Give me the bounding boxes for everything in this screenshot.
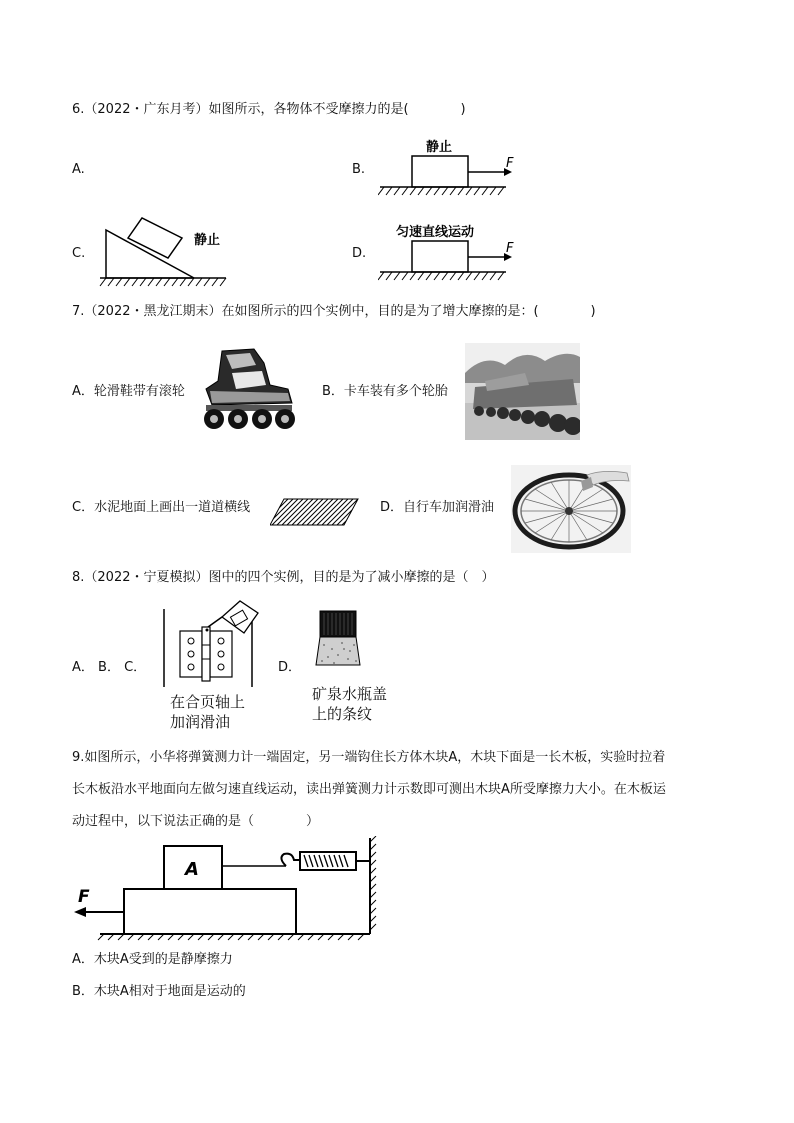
q6-figure-d xyxy=(378,220,518,282)
q7-option-a: A．轮滑鞋带有滚轮 xyxy=(72,384,185,399)
truck-tires-photo xyxy=(465,343,580,440)
block-a-label: A xyxy=(185,859,199,880)
q6-stem: 6.（2022・广东月考）如图所示，各物体不受摩擦力的是( ) xyxy=(72,102,466,117)
long-board xyxy=(124,889,296,934)
ground-hatch xyxy=(378,187,504,195)
hinge-oiling-figure xyxy=(160,597,260,689)
bottle-caption-line-2: 上的条纹 xyxy=(312,705,373,723)
bicycle-wheel-photo xyxy=(511,465,631,553)
ground-hatch xyxy=(378,272,504,280)
ground-hatch xyxy=(100,278,226,286)
q6-option-a-label: A. xyxy=(72,162,85,177)
q7-option-d: D．自行车加润滑油 xyxy=(380,500,495,515)
q8-stem: 8.（2022・宁夏模拟）图中的四个实例，目的是为了减小摩擦的是（ ） xyxy=(72,570,495,585)
q6-option-d-label: D. xyxy=(352,246,367,261)
q6-option-b-label: B. xyxy=(352,162,366,177)
inline-skate-image xyxy=(192,345,300,431)
q9-option-a: A．木块A受到的是静摩擦力 xyxy=(72,952,233,967)
block xyxy=(412,156,468,187)
q9-figure xyxy=(72,836,378,942)
q7-option-b: B．卡车装有多个轮胎 xyxy=(322,384,448,399)
q6-figure-c-label: 静止 xyxy=(194,233,221,248)
q9-stem-line-3: 动过程中，以下说法正确的是（ ） xyxy=(72,814,320,829)
force-label: F xyxy=(506,156,514,171)
bottle-caption-line-1: 矿泉水瓶盖 xyxy=(312,685,388,703)
force-label: F xyxy=(506,241,514,256)
q7-option-c: C．水泥地面上画出一道道横线 xyxy=(72,500,251,515)
q9-stem-line-2: 长木板沿水平地面向左做匀速直线运动，读出弹簧测力计示数即可测出木块A所受摩擦力大小。在木板运 xyxy=(72,782,666,797)
spring-scale xyxy=(300,852,356,870)
q7-stem: 7.（2022・黑龙江期末）在如图所示的四个实例中，目的是为了增大摩擦的是：( ) xyxy=(72,304,596,319)
q9-stem-line-1: 9.如图所示，小华将弹簧测力计一端固定，另一端钩住长方体木块A，木块下面是一长木板，实验时拉着 xyxy=(72,750,666,765)
q8-options-abc: A． B． C． xyxy=(72,660,147,675)
q9-option-b: B．木块A相对于地面是运动的 xyxy=(72,984,246,999)
q6-figure-b xyxy=(378,135,518,197)
striped-ground-figure xyxy=(270,497,360,527)
q8-option-d-label: D． xyxy=(278,660,302,675)
q6-option-c-label: C. xyxy=(72,246,86,261)
hinge-caption-line-2: 加润滑油 xyxy=(170,713,231,731)
bottle-cap-figure xyxy=(314,609,362,667)
q6-figure-d-label: 匀速直线运动 xyxy=(396,225,475,240)
arrow-head xyxy=(74,907,86,917)
hook xyxy=(281,854,300,866)
force-label: F xyxy=(78,887,90,907)
block xyxy=(412,241,468,272)
hinge-caption-line-1: 在合页轴上 xyxy=(170,693,246,711)
q6-figure-b-label: 静止 xyxy=(426,140,453,155)
q6-figure-c xyxy=(98,214,230,288)
